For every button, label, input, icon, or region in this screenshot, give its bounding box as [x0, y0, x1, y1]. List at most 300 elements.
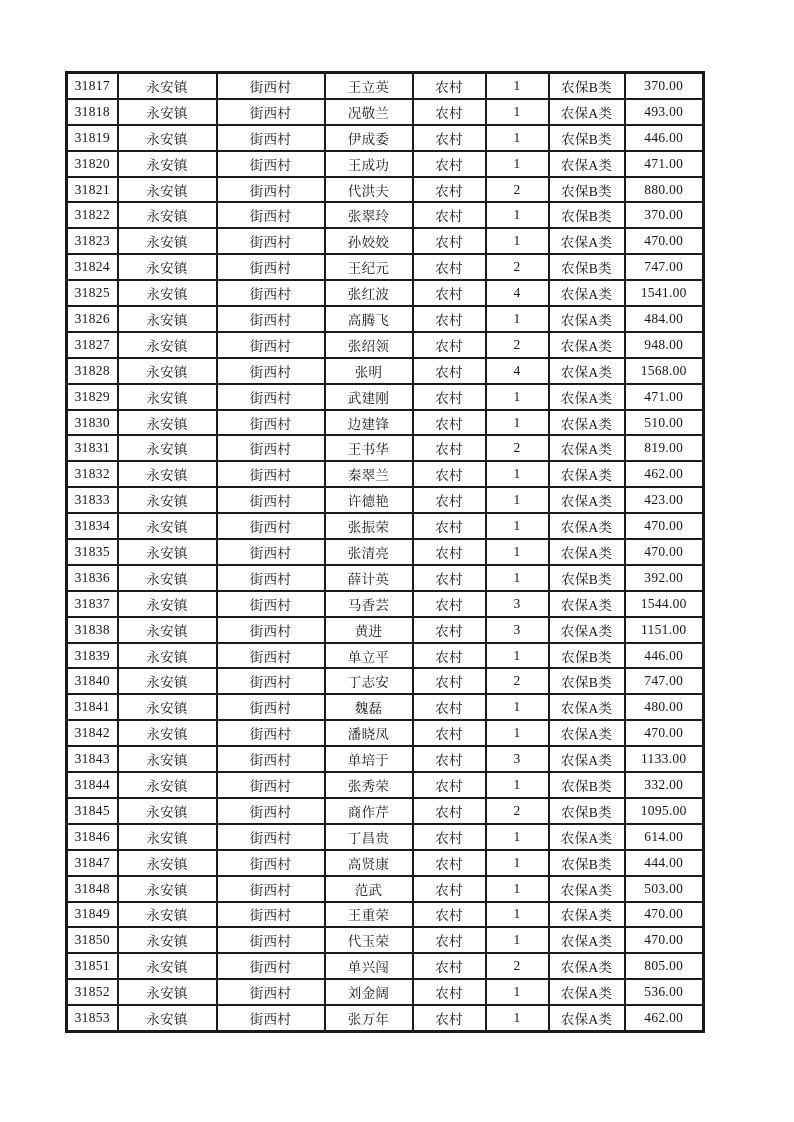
table-cell: 永安镇	[118, 902, 217, 928]
table-cell: 1	[486, 850, 549, 876]
table-row	[67, 772, 704, 798]
table-cell: 街西村	[217, 927, 325, 953]
table-cell: 潘晓凤	[325, 720, 413, 746]
table-row	[67, 617, 704, 643]
table-cell: 街西村	[217, 798, 325, 824]
table-cell: 农村	[413, 824, 486, 850]
table-cell: 农村	[413, 1005, 486, 1031]
table-cell: 470.00	[625, 902, 704, 928]
table-cell: 农保B类	[549, 772, 625, 798]
table-cell: 31850	[67, 927, 118, 953]
table-cell: 2	[486, 435, 549, 461]
table-cell: 农村	[413, 99, 486, 125]
table-cell: 446.00	[625, 125, 704, 151]
table-cell: 3	[486, 617, 549, 643]
table-cell: 470.00	[625, 927, 704, 953]
table-cell: 31839	[67, 643, 118, 669]
table-cell: 31820	[67, 151, 118, 177]
table-cell: 农保A类	[549, 979, 625, 1005]
table-cell: 392.00	[625, 565, 704, 591]
table-cell: 370.00	[625, 73, 704, 99]
table-cell: 1544.00	[625, 591, 704, 617]
table-cell: 332.00	[625, 772, 704, 798]
table-cell: 31823	[67, 228, 118, 254]
table-cell: 747.00	[625, 668, 704, 694]
table-cell: 2	[486, 177, 549, 203]
table-cell: 31830	[67, 410, 118, 436]
table-cell: 街西村	[217, 99, 325, 125]
table-row	[67, 461, 704, 487]
table-cell: 462.00	[625, 461, 704, 487]
table-cell: 街西村	[217, 513, 325, 539]
table-cell: 370.00	[625, 202, 704, 228]
table-cell: 1	[486, 643, 549, 669]
table-cell: 农保A类	[549, 487, 625, 513]
table-cell: 31833	[67, 487, 118, 513]
table-cell: 农村	[413, 979, 486, 1005]
table-cell: 31842	[67, 720, 118, 746]
table-cell: 孙姣姣	[325, 228, 413, 254]
table-cell: 31847	[67, 850, 118, 876]
table-cell: 农村	[413, 202, 486, 228]
table-row	[67, 125, 704, 151]
table-cell: 魏磊	[325, 694, 413, 720]
table-cell: 农村	[413, 280, 486, 306]
table-cell: 张翠玲	[325, 202, 413, 228]
table-cell: 1	[486, 824, 549, 850]
table-cell: 31845	[67, 798, 118, 824]
table-cell: 高腾飞	[325, 306, 413, 332]
table-cell: 张明	[325, 358, 413, 384]
table-row	[67, 850, 704, 876]
table-cell: 农村	[413, 125, 486, 151]
table-cell: 街西村	[217, 151, 325, 177]
table-cell: 31838	[67, 617, 118, 643]
table-cell: 1	[486, 876, 549, 902]
table-cell: 农村	[413, 254, 486, 280]
table-cell: 1	[486, 772, 549, 798]
table-cell: 31827	[67, 332, 118, 358]
table-cell: 永安镇	[118, 177, 217, 203]
table-cell: 31822	[67, 202, 118, 228]
table-cell: 1	[486, 99, 549, 125]
table-cell: 农村	[413, 539, 486, 565]
table-cell: 街西村	[217, 902, 325, 928]
table-cell: 丁志安	[325, 668, 413, 694]
table-cell: 31853	[67, 1005, 118, 1031]
table-cell: 31837	[67, 591, 118, 617]
table-cell: 510.00	[625, 410, 704, 436]
table-cell: 永安镇	[118, 435, 217, 461]
table-cell: 农村	[413, 151, 486, 177]
table-cell: 31843	[67, 746, 118, 772]
table-cell: 永安镇	[118, 539, 217, 565]
table-cell: 永安镇	[118, 513, 217, 539]
table-cell: 永安镇	[118, 461, 217, 487]
table-cell: 王纪元	[325, 254, 413, 280]
table-cell: 471.00	[625, 384, 704, 410]
table-cell: 31836	[67, 565, 118, 591]
table-cell: 1	[486, 461, 549, 487]
table-cell: 1	[486, 73, 549, 99]
table-cell: 1	[486, 384, 549, 410]
table-cell: 街西村	[217, 487, 325, 513]
table-row	[67, 979, 704, 1005]
table-cell: 农保B类	[549, 798, 625, 824]
table-cell: 1	[486, 513, 549, 539]
table-cell: 农保A类	[549, 591, 625, 617]
table-cell: 许德艳	[325, 487, 413, 513]
table-cell: 31835	[67, 539, 118, 565]
table-cell: 农村	[413, 746, 486, 772]
table-cell: 高贤康	[325, 850, 413, 876]
table-cell: 张清亮	[325, 539, 413, 565]
table-cell: 农保A类	[549, 927, 625, 953]
table-row	[67, 953, 704, 979]
table-row	[67, 694, 704, 720]
table-row	[67, 332, 704, 358]
table-cell: 1	[486, 720, 549, 746]
table-cell: 2	[486, 668, 549, 694]
table-cell: 农保B类	[549, 850, 625, 876]
table-cell: 秦翠兰	[325, 461, 413, 487]
table-cell: 1	[486, 151, 549, 177]
table-cell: 街西村	[217, 772, 325, 798]
table-cell: 农保A类	[549, 461, 625, 487]
table-cell: 永安镇	[118, 565, 217, 591]
table-cell: 1133.00	[625, 746, 704, 772]
table-cell: 永安镇	[118, 306, 217, 332]
table-cell: 1151.00	[625, 617, 704, 643]
table-cell: 农保A类	[549, 1005, 625, 1031]
table-cell: 农保A类	[549, 824, 625, 850]
table-cell: 农保A类	[549, 410, 625, 436]
table-cell: 永安镇	[118, 410, 217, 436]
table-cell: 1	[486, 228, 549, 254]
table-row	[67, 487, 704, 513]
table-cell: 31849	[67, 902, 118, 928]
table-cell: 农村	[413, 668, 486, 694]
table-cell: 农村	[413, 332, 486, 358]
table-cell: 王重荣	[325, 902, 413, 928]
table-cell: 街西村	[217, 73, 325, 99]
table-cell: 薛计英	[325, 565, 413, 591]
table-cell: 街西村	[217, 177, 325, 203]
table-cell: 31829	[67, 384, 118, 410]
table-cell: 1568.00	[625, 358, 704, 384]
table-cell: 况敬兰	[325, 99, 413, 125]
table-cell: 永安镇	[118, 617, 217, 643]
table-cell: 1	[486, 487, 549, 513]
table-cell: 街西村	[217, 850, 325, 876]
table-cell: 31817	[67, 73, 118, 99]
table-cell: 永安镇	[118, 73, 217, 99]
table-cell: 农保A类	[549, 902, 625, 928]
table-cell: 街西村	[217, 643, 325, 669]
table-cell: 农村	[413, 643, 486, 669]
table-cell: 农村	[413, 850, 486, 876]
table-cell: 31828	[67, 358, 118, 384]
table-cell: 31834	[67, 513, 118, 539]
table-cell: 永安镇	[118, 876, 217, 902]
table-cell: 街西村	[217, 876, 325, 902]
table-cell: 街西村	[217, 591, 325, 617]
table-cell: 2	[486, 798, 549, 824]
table-cell: 永安镇	[118, 228, 217, 254]
table-row	[67, 410, 704, 436]
table-cell: 农村	[413, 228, 486, 254]
table-cell: 街西村	[217, 824, 325, 850]
table-cell: 农保A类	[549, 99, 625, 125]
table-cell: 农村	[413, 927, 486, 953]
table-cell: 永安镇	[118, 332, 217, 358]
table-cell: 614.00	[625, 824, 704, 850]
table-cell: 农村	[413, 358, 486, 384]
table-cell: 街西村	[217, 435, 325, 461]
table-cell: 31841	[67, 694, 118, 720]
table-cell: 单兴闯	[325, 953, 413, 979]
table-row	[67, 228, 704, 254]
table-cell: 丁昌贵	[325, 824, 413, 850]
table-cell: 农村	[413, 410, 486, 436]
table-row	[67, 798, 704, 824]
table-cell: 31824	[67, 254, 118, 280]
table-row	[67, 876, 704, 902]
table-cell: 农村	[413, 435, 486, 461]
table-cell: 819.00	[625, 435, 704, 461]
table-cell: 31851	[67, 953, 118, 979]
table-cell: 4	[486, 280, 549, 306]
table-cell: 农保A类	[549, 539, 625, 565]
table-cell: 范武	[325, 876, 413, 902]
table-cell: 536.00	[625, 979, 704, 1005]
table-cell: 1095.00	[625, 798, 704, 824]
table-cell: 农保A类	[549, 746, 625, 772]
table-cell: 街西村	[217, 254, 325, 280]
table-cell: 街西村	[217, 461, 325, 487]
table-cell: 永安镇	[118, 202, 217, 228]
table-cell: 街西村	[217, 668, 325, 694]
table-cell: 街西村	[217, 358, 325, 384]
records-table	[65, 71, 705, 1033]
table-cell: 470.00	[625, 513, 704, 539]
table-cell: 农村	[413, 798, 486, 824]
table-cell: 31848	[67, 876, 118, 902]
table-cell: 农保A类	[549, 306, 625, 332]
table-cell: 农村	[413, 306, 486, 332]
table-cell: 31826	[67, 306, 118, 332]
table-row	[67, 358, 704, 384]
table-cell: 街西村	[217, 228, 325, 254]
table-cell: 街西村	[217, 202, 325, 228]
table-cell: 代玉荣	[325, 927, 413, 953]
table-cell: 永安镇	[118, 643, 217, 669]
table-cell: 1	[486, 125, 549, 151]
table-cell: 2	[486, 953, 549, 979]
table-cell: 街西村	[217, 694, 325, 720]
table-cell: 街西村	[217, 306, 325, 332]
table-cell: 470.00	[625, 228, 704, 254]
table-cell: 单培于	[325, 746, 413, 772]
table-cell: 农保A类	[549, 435, 625, 461]
table-cell: 农保B类	[549, 254, 625, 280]
table-cell: 农保A类	[549, 151, 625, 177]
table-cell: 农村	[413, 591, 486, 617]
table-cell: 484.00	[625, 306, 704, 332]
table-cell: 农村	[413, 487, 486, 513]
table-cell: 4	[486, 358, 549, 384]
table-cell: 永安镇	[118, 979, 217, 1005]
table-cell: 31831	[67, 435, 118, 461]
table-cell: 31819	[67, 125, 118, 151]
table-row	[67, 151, 704, 177]
table-cell: 街西村	[217, 1005, 325, 1031]
table-cell: 农村	[413, 177, 486, 203]
table-cell: 农保B类	[549, 643, 625, 669]
table-cell: 永安镇	[118, 591, 217, 617]
table-cell: 农村	[413, 902, 486, 928]
table-cell: 农保A类	[549, 280, 625, 306]
table-cell: 街西村	[217, 953, 325, 979]
table-cell: 永安镇	[118, 927, 217, 953]
table-cell: 张秀荣	[325, 772, 413, 798]
table-cell: 2	[486, 254, 549, 280]
table-row	[67, 902, 704, 928]
table-cell: 张万年	[325, 1005, 413, 1031]
table-cell: 农保B类	[549, 125, 625, 151]
table-cell: 农保B类	[549, 565, 625, 591]
table-cell: 446.00	[625, 643, 704, 669]
table-cell: 街西村	[217, 125, 325, 151]
table-cell: 永安镇	[118, 850, 217, 876]
table-cell: 农保A类	[549, 332, 625, 358]
table-cell: 张振荣	[325, 513, 413, 539]
table-cell: 31832	[67, 461, 118, 487]
table-cell: 武建刚	[325, 384, 413, 410]
table-cell: 永安镇	[118, 824, 217, 850]
table-cell: 商作芹	[325, 798, 413, 824]
table-cell: 张红波	[325, 280, 413, 306]
table-cell: 街西村	[217, 979, 325, 1005]
table-row	[67, 565, 704, 591]
table-cell: 永安镇	[118, 953, 217, 979]
table-row	[67, 643, 704, 669]
table-row	[67, 927, 704, 953]
table-row	[67, 824, 704, 850]
table-cell: 农保B类	[549, 668, 625, 694]
table-cell: 永安镇	[118, 746, 217, 772]
table-cell: 永安镇	[118, 487, 217, 513]
table-row	[67, 746, 704, 772]
table-cell: 张绍领	[325, 332, 413, 358]
table-cell: 马香芸	[325, 591, 413, 617]
table-cell: 农村	[413, 565, 486, 591]
table-cell: 2	[486, 332, 549, 358]
table-cell: 街西村	[217, 384, 325, 410]
table-cell: 农保A类	[549, 228, 625, 254]
table-cell: 1	[486, 694, 549, 720]
table-cell: 3	[486, 746, 549, 772]
table-cell: 农村	[413, 953, 486, 979]
table-cell: 农村	[413, 617, 486, 643]
table-cell: 永安镇	[118, 358, 217, 384]
table-cell: 462.00	[625, 1005, 704, 1031]
table-cell: 边建锋	[325, 410, 413, 436]
table-cell: 永安镇	[118, 668, 217, 694]
table-cell: 农村	[413, 73, 486, 99]
table-cell: 农保A类	[549, 384, 625, 410]
table-cell: 1	[486, 565, 549, 591]
table-cell: 农保A类	[549, 720, 625, 746]
table-cell: 农保A类	[549, 694, 625, 720]
table-cell: 493.00	[625, 99, 704, 125]
table-row	[67, 1005, 704, 1031]
table-row	[67, 591, 704, 617]
table-cell: 街西村	[217, 539, 325, 565]
table-cell: 永安镇	[118, 280, 217, 306]
table-cell: 423.00	[625, 487, 704, 513]
table-row	[67, 99, 704, 125]
table-cell: 1	[486, 202, 549, 228]
table-cell: 街西村	[217, 565, 325, 591]
table-cell: 街西村	[217, 720, 325, 746]
table-cell: 470.00	[625, 720, 704, 746]
table-cell: 王成功	[325, 151, 413, 177]
table-cell: 农村	[413, 513, 486, 539]
table-cell: 农保A类	[549, 358, 625, 384]
table-cell: 31821	[67, 177, 118, 203]
table-row	[67, 177, 704, 203]
table-row	[67, 668, 704, 694]
table-cell: 街西村	[217, 410, 325, 436]
table-cell: 1	[486, 927, 549, 953]
table-cell: 伊成委	[325, 125, 413, 151]
table-cell: 农村	[413, 694, 486, 720]
table-cell: 31852	[67, 979, 118, 1005]
table-cell: 农村	[413, 461, 486, 487]
table-cell: 永安镇	[118, 772, 217, 798]
table-cell: 农保A类	[549, 617, 625, 643]
table-cell: 31840	[67, 668, 118, 694]
table-cell: 471.00	[625, 151, 704, 177]
table-cell: 农村	[413, 384, 486, 410]
table-row	[67, 513, 704, 539]
table-row	[67, 254, 704, 280]
table-cell: 永安镇	[118, 99, 217, 125]
table-cell: 480.00	[625, 694, 704, 720]
table-cell: 街西村	[217, 617, 325, 643]
table-cell: 805.00	[625, 953, 704, 979]
table-cell: 农保A类	[549, 953, 625, 979]
table-cell: 470.00	[625, 539, 704, 565]
table-cell: 农村	[413, 720, 486, 746]
table-cell: 1	[486, 979, 549, 1005]
table-cell: 农村	[413, 772, 486, 798]
table-cell: 永安镇	[118, 125, 217, 151]
table-row	[67, 384, 704, 410]
table-cell: 永安镇	[118, 694, 217, 720]
table-cell: 农保B类	[549, 177, 625, 203]
table-cell: 31818	[67, 99, 118, 125]
table-row	[67, 202, 704, 228]
table-cell: 黄进	[325, 617, 413, 643]
table-cell: 31846	[67, 824, 118, 850]
table-cell: 农村	[413, 876, 486, 902]
table-row	[67, 280, 704, 306]
records-table-body	[67, 73, 704, 1032]
table-cell: 1	[486, 539, 549, 565]
table-cell: 街西村	[217, 280, 325, 306]
